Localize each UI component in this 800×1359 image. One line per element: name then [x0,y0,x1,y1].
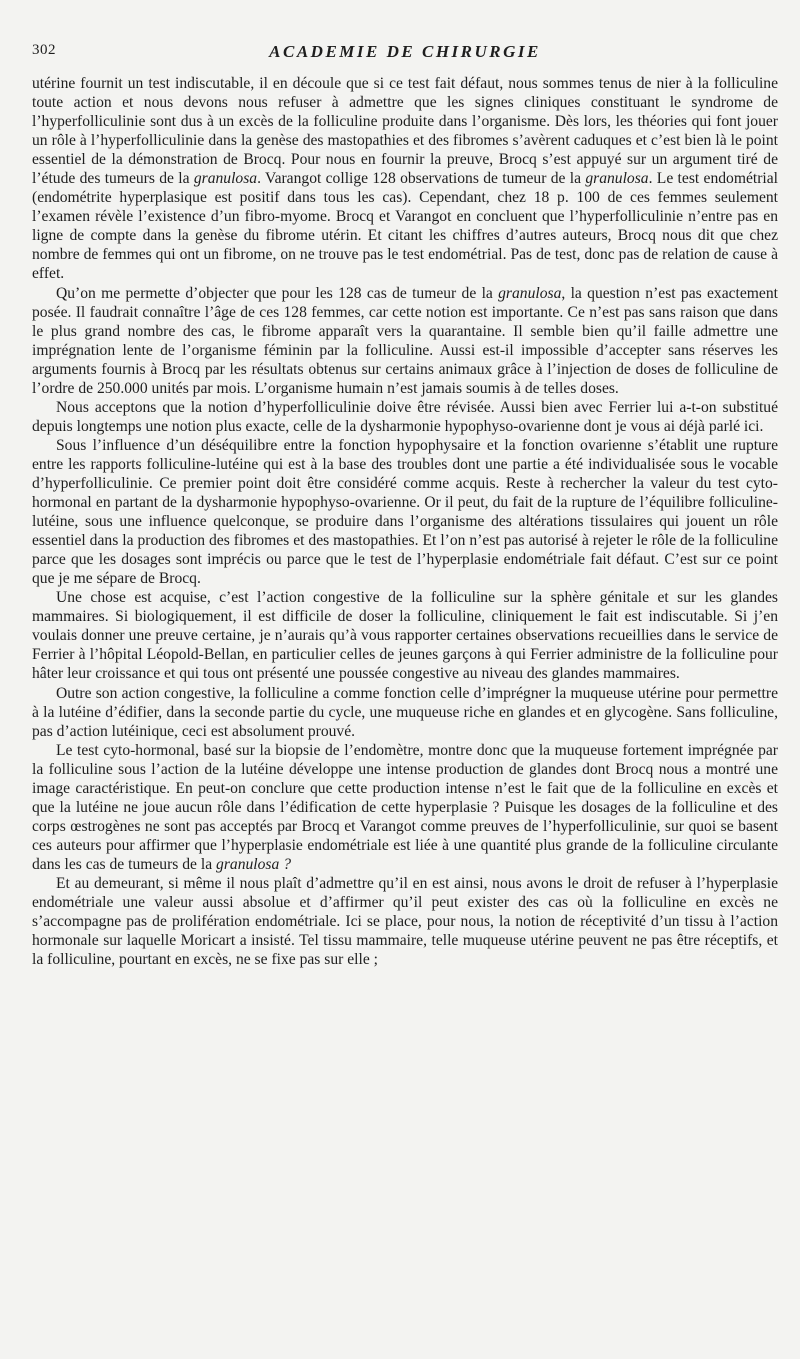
text-run: . Le test endométrial (endométrite hyperplasique est positif dans tous les cas). Cependant, chez 18 p. 100 de ces femmes seulement l’examen révèle l’existence d’un fibro-myome. Brocq et Varangot en concluent que l’hyperfolliculinie n’entre pas en ligne de compte dans la genèse du fibrome utérin. Et citant les chiffres d’autres auteurs, Brocq nous dit que chez nombre de femmes qui ont un fibrome, on ne trouve pas le test endométrial. Pas de test, donc pas de relation de cause à effet. [32,170,778,283]
paragraph [32,588,778,683]
paragraph [32,74,778,284]
italic-term: granulosa ? [216,855,291,873]
paragraph [32,684,778,741]
text-run: Une chose est acquise, c’est l’action congestive de la folliculine sur la sphère génitale et sur les glandes mammaires. Si biologiquement, il est difficile de doser la folliculine, cliniquement le fait est indiscutable. Si j’en voulais donner une preuve certaine, je n’aurais qu’à vous rapporter certaines observations recueillies dans le service de Ferrier à l’hôpital Léopold-Bellan, en particulier celles de jeunes garçons à qui Ferrier administre de la folliculine pour hâter leur croissance et qui tous ont présenté une poussée congestive au niveau des glandes mammaires. [32,589,778,683]
paragraph [32,436,778,588]
page-header [32,40,778,66]
text-run: Et au demeurant, si même il nous plaît d’admettre qu’il en est ainsi, nous avons le droit de refuser à l’hyperplasie endométriale une valeur aussi absolue et d’affirmer qu’il peut exister des cas où la folliculine en excès ne s’accompagne pas de prolifération endométriale. Ici se place, pour nous, la notion de réceptivité d’un tissu à l’action hormonale sur laquelle Moricart a insisté. Tel tissu mammaire, telle muqueuse utérine peuvent ne pas être réceptifs, et la folliculine, pourtant en excès, ne se fixe pas sur elle ; [32,874,778,969]
italic-term: granulosa [498,284,562,302]
text-run: , la question n’est pas exactement posée. Il faudrait connaître l’âge de ces 128 femmes, car cette notion est importante. Ce n’est pas sans raison que dans le plus grand nombre des cas, le fibrome apparaît vers la quarantaine. Il semble bien qu’il faille admettre une imprégnation lente de l’organisme féminin par la folliculine. Aussi est-il impossible d’accepter sans réserves les arguments fournis à Brocq par les résultats obtenus sur certains animaux grâce à l’injection de doses de folliculine de l’ordre de 250.000 unités par mois. L’organisme humain n’est jamais soumis à de telles doses. [32,284,778,397]
text-run: Outre son action congestive, la folliculine a comme fonction celle d’imprégner la muqueuse utérine pour permettre à la lutéine d’édifier, dans la seconde partie du cycle, une muqueuse riche en glandes et en glycogène. Sans folliculine, pas d’action lutéinique, ceci est absolument prouvé. [32,684,778,740]
body-text [32,74,778,969]
paragraph [32,398,778,436]
document-page [32,40,778,969]
paragraph [32,741,778,874]
text-run: Le test cyto-hormonal, basé sur la biopsie de l’endomètre, montre donc que la muqueuse fortement imprégnée par la folliculine sous l’action de la lutéine développe une intense production de glandes dont Brocq nous a montré une image caractéristique. En peut-on conclure que cette production intense n’est le fait que de la folliculine en excès et que la lutéine ne joue aucun rôle dans l’édification de cette hyperplasie ? Puisque les dosages de la folliculine et des corps œstrogènes ne sont pas acceptés par Brocq et Varangot comme preuves de l’hyperfolliculinie, sur quoi se basent ces auteurs pour affirmer que l’hyperplasie endométriale est liée à une quantité plus grande de la folliculine circulante dans les cas de tumeurs de la [32,741,778,873]
italic-term: granulosa [585,170,649,188]
italic-term: granulosa [193,170,258,188]
text-run: Nous acceptons que la notion d’hyperfolliculinie doive être révisée. Aussi bien avec Ferrier lui a-t-on substitué depuis longtemps une notion plus exacte, celle de la dysharmonie hypophyso-ovarienne dont je vous ai déjà parlé ici. [32,398,778,435]
text-run: Sous l’influence d’un déséquilibre entre la fonction hypophysaire et la fonction ovarienne s’établit une rupture entre les rapports folliculine-lutéine qui est à la base des troubles dont une partie a été individualisée sous le vocable d’hyperfolliculinie. Ce premier point doit être considéré comme acquis. Reste à rechercher la valeur du test cyto-hormonal en partant de la dysharmonie hypophyso-ovarienne. Or il peut, du fait de la rupture de l’équilibre folliculine-lutéine, sous une influence quelconque, se produire dans l’organisme des altérations tissulaires qui jouent un rôle essentiel dans la production des fibromes et des mastopathies. Et l’on n’est pas autorisé à rejeter le rôle de la folliculine parce que les dosages sont imprécis ou parce que le test de l’hyperplasie endométriale fait défaut. C’est sur ce point que je me sépare de Brocq. [32,436,778,588]
running-title: ACADEMIE DE CHIRURGIE [269,42,541,61]
page-number: 302 [32,42,56,58]
text-run: utérine fournit un test indiscutable, il en découle que si ce test fait défaut, nous sommes tenus de nier à la folliculine toute action et nous devons nous refuser à admettre que les signes cliniques constituant le syndrome de l’hyperfolliculinie sont dus à un excès de la folliculine produite dans l’organisme. Dès lors, les théories qui font jouer un rôle à l’hyperfolliculinie dans la genèse des mastopathies et des fibromes s’avèrent caduques et c’est bien là le point essentiel de la démonstration de Brocq. Pour nous en fournir la preuve, Brocq s’est appuyé sur un argument tiré de l’étude des tumeurs de la [32,75,778,188]
text-run: . Varangot collige 128 observations de tumeur de la [257,170,586,188]
paragraph [32,284,778,398]
paragraph [32,874,778,969]
text-run: Qu’on me permette d’objecter que pour les 128 cas de tumeur de la [56,284,499,302]
